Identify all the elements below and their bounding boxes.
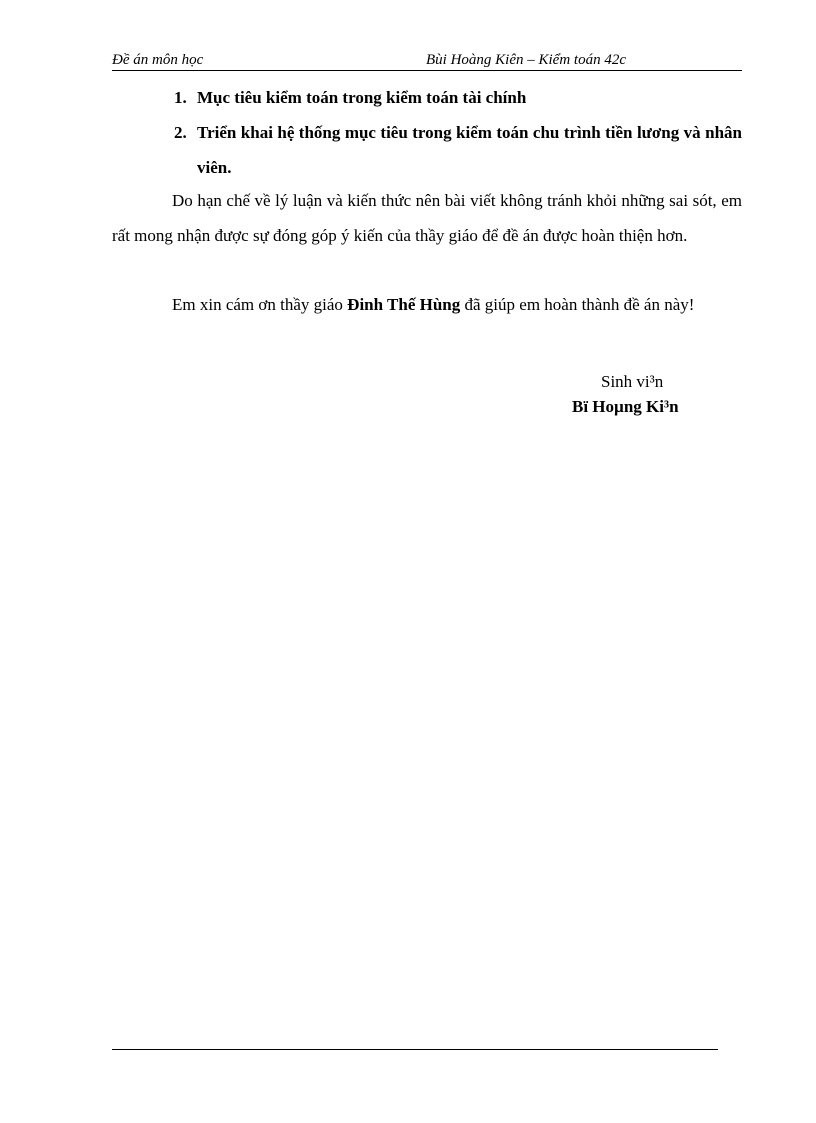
list-item-text: Triển khai hệ thống mục tiêu trong kiểm toán chu trình tiền lương và nhân viên. bbox=[197, 123, 742, 177]
signature-role: Sinh vi³n bbox=[601, 372, 664, 391]
header-author: Bùi Hoàng Kiên – Kiểm toán 42c bbox=[426, 52, 626, 68]
objectives-list bbox=[170, 80, 742, 185]
body-paragraph bbox=[112, 183, 742, 253]
list-item-number: 1. bbox=[174, 88, 187, 107]
paragraph-text: Do hạn chế về lý luận và kiến thức nên bài viết không tránh khỏi những sai sót, em rất mong nhận được sự đóng góp ý kiến của thầy giáo để đề án được hoàn thiện hơn. bbox=[112, 191, 742, 245]
signature-name: Bï Hoµng Ki³n bbox=[572, 397, 679, 416]
acknowledgement-text-after: đã giúp em hoàn thành đề án này! bbox=[460, 295, 695, 314]
acknowledgement-paragraph bbox=[112, 287, 742, 322]
signature-block bbox=[560, 369, 740, 419]
footer-divider bbox=[112, 1049, 718, 1050]
page-header bbox=[112, 50, 742, 71]
header-course-title: Đề án môn học bbox=[112, 52, 204, 68]
acknowledgement-text-before: Em xin cám ơn thầy giáo bbox=[172, 295, 348, 314]
list-item-number: 2. bbox=[174, 123, 187, 142]
list-item-text: Mục tiêu kiểm toán trong kiểm toán tài chính bbox=[197, 88, 527, 107]
advisor-name: Đinh Thế Hùng bbox=[347, 295, 461, 314]
list-item bbox=[170, 115, 742, 185]
list-item bbox=[170, 80, 742, 115]
